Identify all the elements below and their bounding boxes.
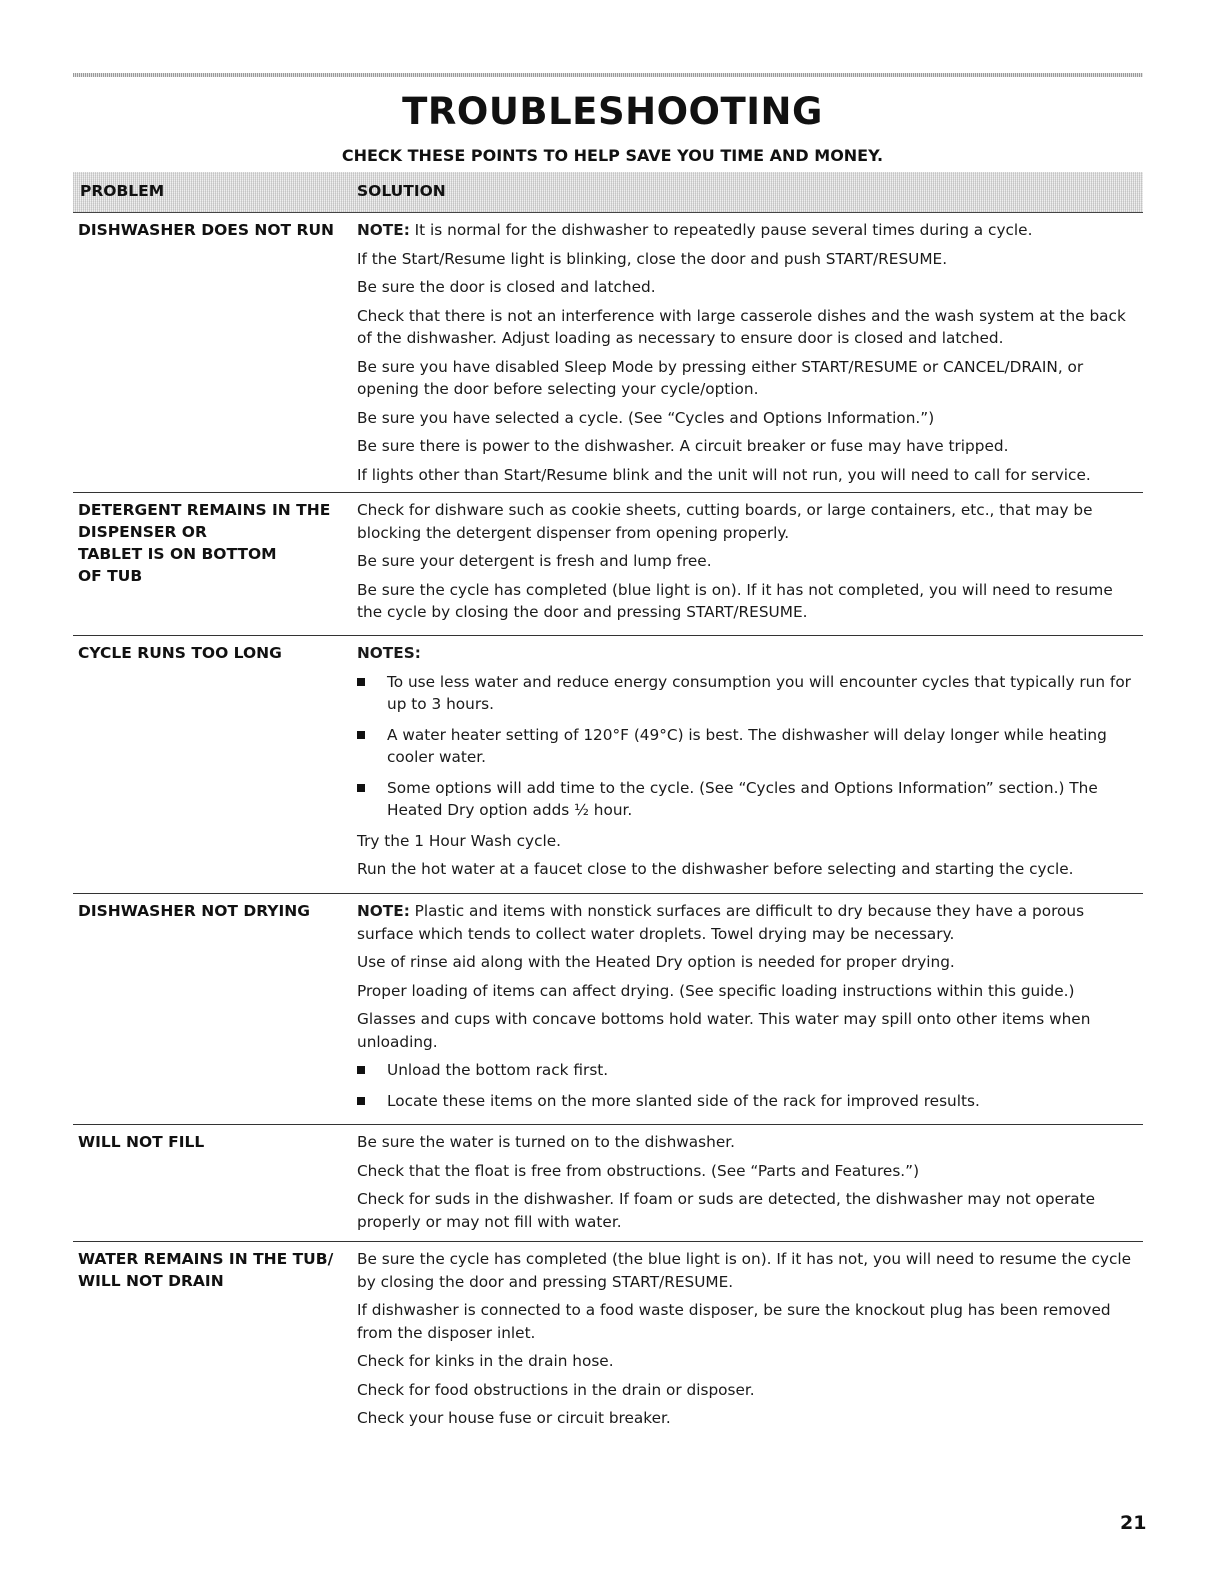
solution-paragraph	[357, 1350, 1139, 1373]
solution-text: Some options will add time to the cycle. (See “Cycles and Options Information” section.) The Heated Dry option adds ½ hour.	[387, 778, 1103, 819]
solution-paragraph	[357, 248, 1139, 271]
solution-cell	[357, 1131, 1139, 1239]
solution-cell	[357, 1248, 1139, 1436]
problem-cell	[78, 219, 348, 241]
solution-text: Try the 1 Hour Wash cycle.	[357, 831, 562, 850]
solution-text: Use of rinse aid along with the Heated Dry option is needed for proper drying.	[357, 953, 955, 971]
solution-paragraph	[357, 1008, 1139, 1053]
solution-cell	[357, 499, 1139, 630]
bullet-square-icon	[357, 1097, 365, 1105]
solution-text: Glasses and cups with concave bottoms hold water. This water may spill onto other items when unloading.	[357, 1010, 1096, 1051]
solution-text: Be sure there is power to the dishwasher. A circuit breaker or fuse may have tripped.	[357, 437, 1009, 455]
solution-paragraph	[357, 1407, 1139, 1430]
solution-text: If lights other than Start/Resume blink and the unit will not run, you will need to call for service.	[357, 465, 1091, 484]
problem-label: DISHWASHER DOES NOT RUN	[78, 221, 335, 239]
solution-text: Be sure the cycle has completed (the blue light is on). If it has not, you will need to resume the cycle by closing the door and pressing START/RESUME.	[357, 1250, 1136, 1291]
top-rule	[73, 73, 1143, 77]
solution-text: Check for food obstructions in the drain or disposer.	[357, 1380, 755, 1399]
solution-text: It is normal for the dishwasher to repeatedly pause several times during a cycle.	[409, 221, 1033, 239]
note-label: NOTES:	[357, 644, 421, 662]
solution-bullet	[357, 671, 1139, 716]
note-label: NOTE:	[357, 902, 410, 920]
solution-text: Check for dishware such as cookie sheets, cutting boards, or large containers, etc., that may be blocking the detergent dispenser from opening properly.	[357, 501, 1098, 542]
solution-paragraph	[357, 642, 1139, 665]
note-label: NOTE:	[357, 221, 410, 239]
table-header	[73, 172, 1143, 213]
solution-text: Check for suds in the dishwasher. If foam or suds are detected, the dishwasher may not operate properly or may not fill with water.	[357, 1190, 1100, 1231]
problem-label: OF TUB	[78, 567, 143, 585]
solution-cell	[357, 642, 1139, 887]
table-row-not-drying	[73, 893, 1143, 1110]
solution-text: A water heater setting of 120°F (49°C) is best. The dishwasher will delay longer while heating cooler water.	[387, 725, 1112, 766]
solution-text: Check that there is not an interference with large casserole dishes and the wash system at the back of the dishwasher. Adjust loading as necessary to ensure door is closed and latched.	[357, 306, 1131, 347]
solution-paragraph	[357, 951, 1139, 974]
problem-label: DISHWASHER NOT DRYING	[78, 902, 310, 920]
solution-paragraph	[357, 1379, 1139, 1402]
problem-label: CYCLE RUNS TOO LONG	[78, 644, 282, 662]
solution-text: Unload the bottom rack first.	[387, 1061, 609, 1079]
solution-paragraph	[357, 980, 1139, 1003]
solution-paragraph	[357, 579, 1139, 624]
problem-label: DISPENSER OR	[78, 523, 207, 541]
solution-text: Check for kinks in the drain hose.	[357, 1352, 614, 1370]
solution-paragraph	[357, 1248, 1139, 1293]
problem-cell	[78, 1248, 348, 1292]
problem-cell	[78, 900, 348, 922]
page-number: 21	[1120, 1512, 1147, 1534]
solution-text: Be sure the water is turned on to the dishwasher.	[357, 1133, 735, 1151]
bullet-square-icon	[357, 1066, 365, 1074]
solution-paragraph	[357, 830, 1139, 853]
bullet-square-icon	[357, 678, 365, 686]
solution-paragraph	[357, 1188, 1139, 1233]
solution-paragraph	[357, 499, 1139, 544]
problem-cell	[78, 642, 348, 664]
solution-paragraph	[357, 858, 1139, 881]
bullet-square-icon	[357, 731, 365, 739]
solution-text: Be sure the cycle has completed (blue light is on). If it has not completed, you will need to resume the cycle by closing the door and pressing START/RESUME.	[357, 580, 1118, 621]
solution-paragraph	[357, 435, 1139, 458]
solution-bullet	[357, 724, 1139, 769]
solution-bullet	[357, 777, 1139, 822]
solution-text: If dishwasher is connected to a food waste disposer, be sure the knockout plug has been removed from the disposer inlet.	[357, 1301, 1116, 1342]
solution-text: Be sure you have disabled Sleep Mode by pressing either START/RESUME or CANCEL/DRAIN, or opening the door before selecting your cycle/option.	[357, 357, 1089, 398]
solution-paragraph	[357, 1299, 1139, 1344]
solution-paragraph	[357, 550, 1139, 573]
problem-column-header: PROBLEM	[80, 182, 165, 200]
table-row-detergent-remains	[73, 492, 1143, 621]
solution-paragraph	[357, 1131, 1139, 1154]
table-row-will-not-drain	[73, 1241, 1143, 1427]
solution-bullet	[357, 1059, 1139, 1082]
solution-text: Be sure the door is closed and latched.	[357, 278, 656, 296]
solution-cell	[357, 900, 1139, 1120]
solution-text: Be sure you have selected a cycle. (See “Cycles and Options Information.”)	[357, 408, 935, 427]
solution-paragraph	[357, 276, 1139, 299]
problem-cell	[78, 1131, 348, 1153]
solution-paragraph	[357, 219, 1139, 242]
solution-text: Be sure your detergent is fresh and lump free.	[357, 552, 712, 570]
solution-text: Locate these items on the more slanted side of the rack for improved results.	[387, 1091, 980, 1110]
solution-paragraph	[357, 407, 1139, 430]
page-title: TROUBLESHOOTING	[402, 90, 823, 133]
solution-column-header: SOLUTION	[357, 182, 446, 200]
table-row-runs-too-long	[73, 635, 1143, 878]
solution-text: Check that the float is free from obstructions. (See “Parts and Features.”)	[357, 1161, 920, 1180]
solution-text: If the Start/Resume light is blinking, close the door and push START/RESUME.	[357, 249, 948, 268]
problem-label: WILL NOT DRAIN	[78, 1272, 224, 1290]
solution-paragraph	[357, 900, 1139, 945]
solution-paragraph	[357, 464, 1139, 487]
problem-cell	[78, 499, 348, 587]
solution-text: Proper loading of items can affect drying. (See specific loading instructions within this guide.)	[357, 981, 1075, 1000]
problem-label: WILL NOT FILL	[78, 1133, 205, 1151]
table-row-will-not-fill	[73, 1124, 1143, 1231]
solution-cell	[357, 219, 1139, 492]
solution-bullet	[357, 1090, 1139, 1113]
problem-label: WATER REMAINS IN THE TUB/	[78, 1250, 334, 1268]
solution-paragraph	[357, 356, 1139, 401]
problem-label: DETERGENT REMAINS IN THE	[78, 501, 331, 519]
solution-paragraph	[357, 1160, 1139, 1183]
solution-text: To use less water and reduce energy consumption you will encounter cycles that typically run for up to 3 hours.	[387, 672, 1136, 713]
solution-text: Check your house fuse or circuit breaker.	[357, 1409, 671, 1427]
solution-text: Plastic and items with nonstick surfaces are difficult to dry because they have a porous surface which tends to collect water droplets. Towel drying may be necessary.	[357, 902, 1089, 943]
page-subtitle: CHECK THESE POINTS TO HELP SAVE YOU TIME AND MONEY.	[341, 146, 884, 165]
solution-text: Run the hot water at a faucet close to the dishwasher before selecting and starting the cycle.	[357, 860, 1074, 878]
solution-paragraph	[357, 305, 1139, 350]
problem-label: TABLET IS ON BOTTOM	[78, 545, 277, 563]
bullet-square-icon	[357, 784, 365, 792]
